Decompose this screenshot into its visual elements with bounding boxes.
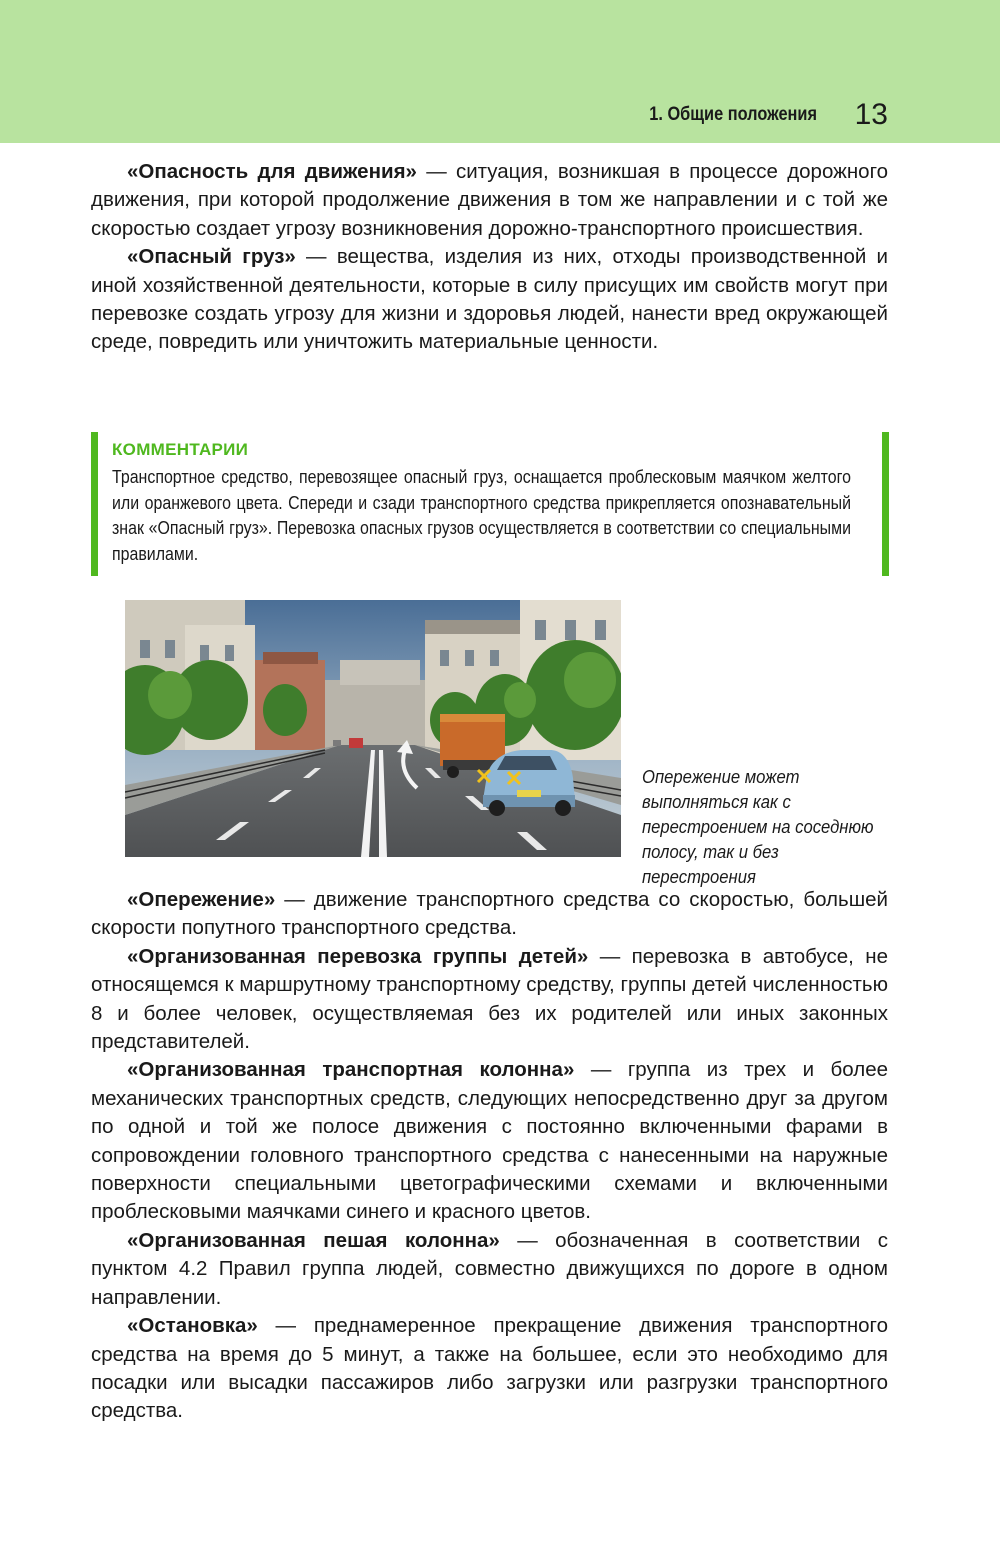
definition-paragraph — [91, 886, 888, 943]
comment-box — [91, 432, 889, 576]
definition-term: «Опасный груз» — [127, 245, 296, 269]
definition-text: — движение транспортного средства со скоростью, большей скорости попутного транспортного средства. — [91, 888, 888, 940]
page-number: 13 — [854, 98, 888, 131]
definition-term: «Опасность для движения» — [127, 160, 417, 183]
definition-term: «Организованная транспортная колонна» — [127, 1058, 575, 1082]
definition-text: — ситуация, возникшая в процессе дорожного движения, при которой продолжение движения в том же направлении и с той же скоростью создает угрозу возникновения дорожно-транспортного происшествия. — [91, 160, 888, 240]
definition-term: «Организованная пешая колонна» — [127, 1228, 500, 1252]
definition-paragraph — [91, 943, 888, 1057]
definition-term: «Организованная перевозка группы детей» — [127, 944, 589, 968]
comment-accent-bar-left — [91, 432, 98, 576]
comment-accent-bar-right — [882, 432, 889, 576]
comment-text: Транспортное средство, перевозящее опасный груз, оснащается проблесковым маячком желтого или оранжевого цвета. Спереди и сзади транспортного средства прикрепляется опознавательный знак «Опасный груз». Перевозка опасных грузов осуществляется в соответствии со специальными правилами. — [112, 467, 851, 564]
definition-paragraph — [91, 243, 888, 357]
figure-caption: Опережение может выполняться как с перестроением на соседнюю полосу, так и без перестроения — [642, 766, 874, 887]
overtaking-illustration — [125, 600, 621, 857]
definition-paragraph — [91, 1312, 888, 1426]
definition-text: — перевозка в автобусе, не относящемся к маршрутному транспортному средству, группы детей численностью 8 и более человек, осуществляемая без их родителей или иных законных представителей. — [91, 944, 888, 1054]
definition-paragraph — [91, 1227, 888, 1312]
comment-title: КОММЕНТАРИИ — [112, 440, 249, 459]
definition-paragraph — [91, 1056, 888, 1226]
definition-text: — обозначенная в соответствии с пунктом 4.2 Правил группа людей, совместно движущихся по дороге в одном направлении. — [91, 1228, 888, 1309]
definitions-bottom — [91, 886, 888, 1426]
definition-text: — вещества, изделия из них, отходы производственной и иной хозяйственной деятельности, которые в силу присущих им свойств могут при перевозке создать угрозу для жизни и здоровья людей, нанести вред окружающей среде, повредить или уничтожить материальные ценности. — [91, 245, 888, 354]
definition-term: «Остановка» — [127, 1314, 258, 1338]
street-scene-image — [125, 600, 621, 857]
running-head-section-title: 1. Общие положения — [649, 104, 817, 125]
definition-text: — группа из трех и более механических транспортных средств, следующих непосредственно друг за другом по одной и той же полосе движения с постоянно включенными фарами в сопровождении головного транспортного средства с нанесенными на наружные поверхности специальными цветографическими схемами и включенными проблесковыми маячками синего и красного цветов. — [91, 1058, 888, 1224]
definition-paragraph — [91, 158, 888, 243]
definition-text: — преднамеренное прекращение движения транспортного средства на время до 5 минут, а также на большее, если это необходимо для посадки или высадки пассажиров либо загрузки или разгрузки транспортного средства. — [91, 1314, 888, 1423]
definitions-top — [91, 158, 888, 357]
header-band — [0, 0, 1000, 143]
definition-term: «Опережение» — [127, 888, 276, 911]
